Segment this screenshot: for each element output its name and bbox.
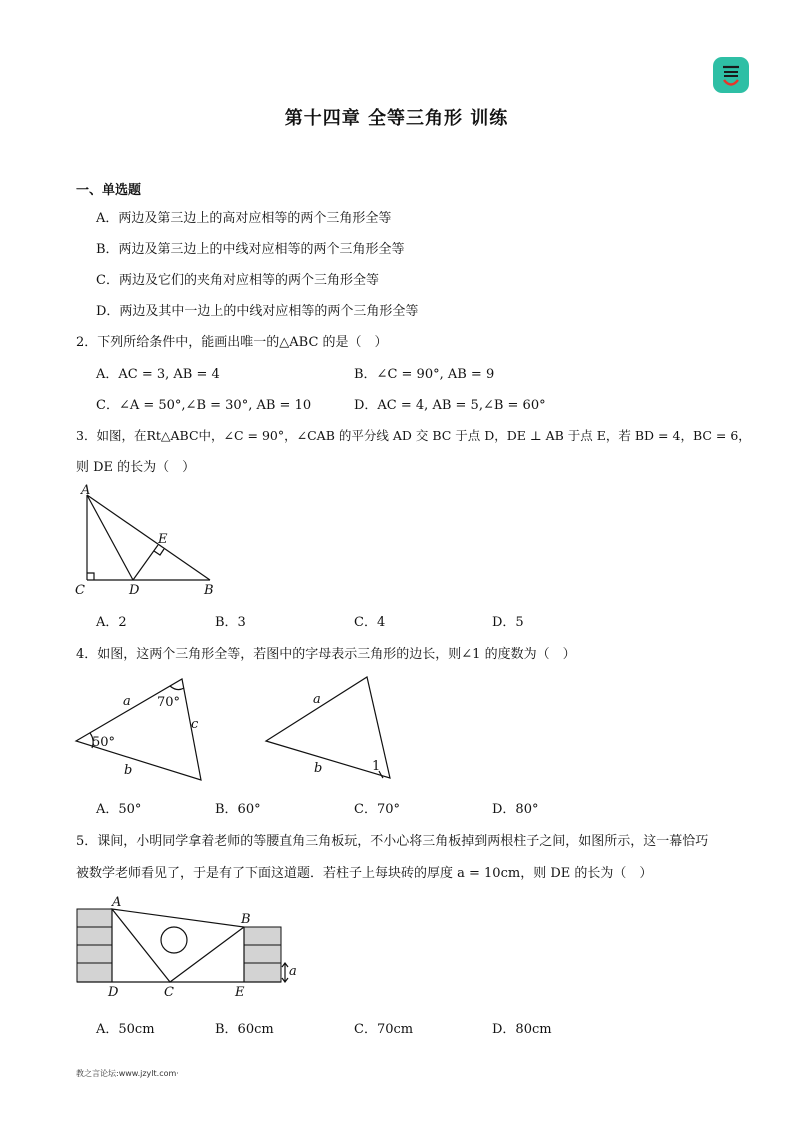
q2-option-a: A．AC = 3, AB = 4 <box>96 367 220 382</box>
q5-label-c: C <box>164 985 174 1000</box>
q5-option-c: C．70cm <box>354 1022 414 1037</box>
q5-option-b: B．60cm <box>215 1022 274 1037</box>
q3-label-b: B <box>204 583 214 598</box>
q3-option-a: A．2 <box>96 615 127 630</box>
q4-option-c: C．70° <box>354 802 400 817</box>
q2-stem: 2．下列所给条件中，能画出唯一的△ABC 的是（ ） <box>76 335 388 350</box>
q3-label-d: D <box>129 583 140 598</box>
q1-option-b: B．两边及第三边上的中线对应相等的两个三角形全等 <box>96 242 405 257</box>
q5-label-b: B <box>241 912 251 927</box>
q4-option-a: A．50° <box>96 802 142 817</box>
q4-label-c: c <box>191 717 199 732</box>
q5-stem-line1: 5．课间，小明同学拿着老师的等腰直角三角板玩，不小心将三角板掉到两根柱子之间，如图所示，这一幕恰巧 <box>76 834 709 849</box>
q3-label-a: A <box>81 483 91 498</box>
q3-stem-line2: 则 DE 的长为（ ） <box>76 460 196 475</box>
page-title: 第十四章 全等三角形 训练 <box>284 108 509 129</box>
q3-label-c: C <box>75 583 85 598</box>
q4-label-b1: b <box>124 763 133 778</box>
q3-option-d: D．5 <box>492 615 524 630</box>
q4-label-50: 50° <box>92 735 116 750</box>
q5-option-d: D．80cm <box>492 1022 552 1037</box>
q5-stem-line2: 被数学老师看见了，于是有了下面这道题．若柱子上每块砖的厚度 a = 10cm，则 DE 的长为（ ） <box>76 866 653 881</box>
footer-source: 教之言论坛:www.jzylt.com· <box>76 1069 179 1078</box>
q2-option-b: B．∠C = 90°, AB = 9 <box>354 367 495 382</box>
q3-option-b: B．3 <box>215 615 246 630</box>
q4-label-b2: b <box>314 761 323 776</box>
q4-label-a2: a <box>313 692 321 707</box>
q3-stem-line1: 3．如图，在Rt△ABC中，∠C = 90°，∠CAB 的平分线 AD 交 BC 于点 D，DE ⊥ AB 于点 E，若 BD = 4，BC = 6， <box>76 428 751 443</box>
q2-option-c: C．∠A = 50°,∠B = 30°, AB = 10 <box>96 398 312 413</box>
q3-label-e: E <box>158 532 168 547</box>
q3-figure <box>70 482 230 600</box>
q5-figure <box>70 892 310 1000</box>
q1-option-d: D．两边及其中一边上的中线对应相等的两个三角形全等 <box>96 304 419 319</box>
q4-option-d: D．80° <box>492 802 539 817</box>
q5-label-e: E <box>235 985 245 1000</box>
q4-figure <box>70 668 400 786</box>
q4-option-b: B．60° <box>215 802 261 817</box>
q5-label-a: A <box>112 895 122 910</box>
q4-label-70: 70° <box>157 695 181 710</box>
q3-option-c: C．4 <box>354 615 386 630</box>
q2-option-d: D．AC = 4, AB = 5,∠B = 60° <box>354 398 546 413</box>
q5-label-d: D <box>108 985 119 1000</box>
logo-icon <box>713 57 749 93</box>
logo <box>713 57 749 93</box>
q1-option-c: C．两边及它们的夹角对应相等的两个三角形全等 <box>96 273 379 288</box>
q5-label-thickness: a <box>289 964 297 979</box>
q4-stem: 4．如图，这两个三角形全等，若图中的字母表示三角形的边长，则∠1 的度数为（ ） <box>76 647 576 662</box>
q4-label-a1: a <box>123 694 131 709</box>
section-heading: 一、单选题 <box>76 183 142 198</box>
q4-label-1: 1 <box>372 759 381 774</box>
q5-option-a: A．50cm <box>96 1022 155 1037</box>
q1-option-a: A．两边及第三边上的高对应相等的两个三角形全等 <box>96 211 392 226</box>
